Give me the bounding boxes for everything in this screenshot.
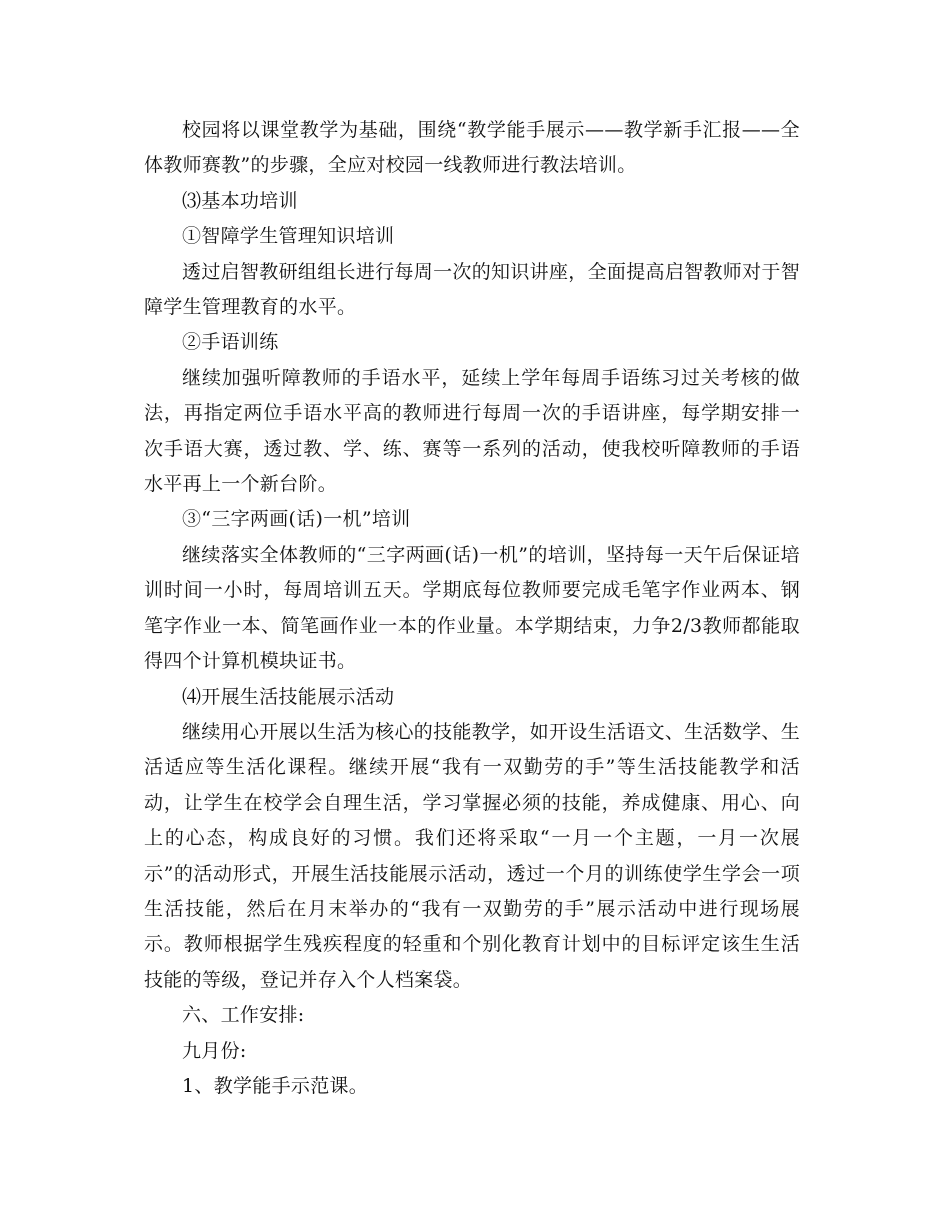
heading-basic-skills-training: ⑶基本功培训: [182, 189, 298, 212]
paragraph-sign-language: 继续加强听障教师的手语水平，延续上学年每周手语练习过关考核的做法，再指定两位手语水平高的教师进行每周一次的手语讲座，每学期安排一次手语大赛，透过教、学、练、赛等一系列的活动，使我校听障教师的手语水平再上一个新台阶。: [144, 366, 800, 496]
heading-intellectual-disability-management: ①智障学生管理知识培训: [182, 225, 395, 248]
heading-sign-language-training: ②手语训练: [182, 331, 279, 354]
heading-work-arrangement: 六、工作安排:: [182, 1004, 305, 1027]
paragraph-three-characters: 继续落实全体教师的“三字两画(话)一机”的培训，坚持每一天午后保证培训时间一小时，每周培训五天。学期底每位教师要完成毛笔字作业两本、钢笔字作业一本、简笔画作业一本的作业量。本学期结束，力争2/3教师都能取得四个计算机模块证书。: [144, 543, 800, 673]
list-item-demo-lesson: 1、教学能手示范课。: [182, 1074, 369, 1097]
heading-life-skills-activity: ⑷开展生活技能展示活动: [182, 685, 395, 708]
heading-september: 九月份:: [182, 1039, 247, 1062]
heading-three-characters-training: ③“三字两画(话)一机”培训: [182, 508, 411, 531]
document-body: [144, 113, 800, 1104]
paragraph-weekly-lectures: 透过启智教研组组长进行每周一次的知识讲座，全面提高启智教师对于智障学生管理教育的水平。: [144, 260, 800, 319]
paragraph-teaching-training: 校园将以课堂教学为基础，围绕“教学能手展示——教学新手汇报——全体教师赛教”的步骤，全应对校园一线教师进行教法培训。: [144, 119, 800, 177]
paragraph-life-skills: 继续用心开展以生活为核心的技能教学，如开设生活语文、生活数学、生活适应等生活化课程。继续开展“我有一双勤劳的手”等生活技能教学和活动，让学生在校学会自理生活，学习掌握必须的技能，养成健康、用心、向上的心态，构成良好的习惯。我们还将采取“一月一个主题，一月一次展示”的活动形式，开展生活技能展示活动，透过一个月的训练使学生学会一项生活技能，然后在月末举办的“我有一双勤劳的手”展示活动中进行现场展示。教师根据学生残疾程度的轻重和个别化教育计划中的目标评定该生生活技能的等级，登记并存入个人档案袋。: [144, 720, 800, 991]
